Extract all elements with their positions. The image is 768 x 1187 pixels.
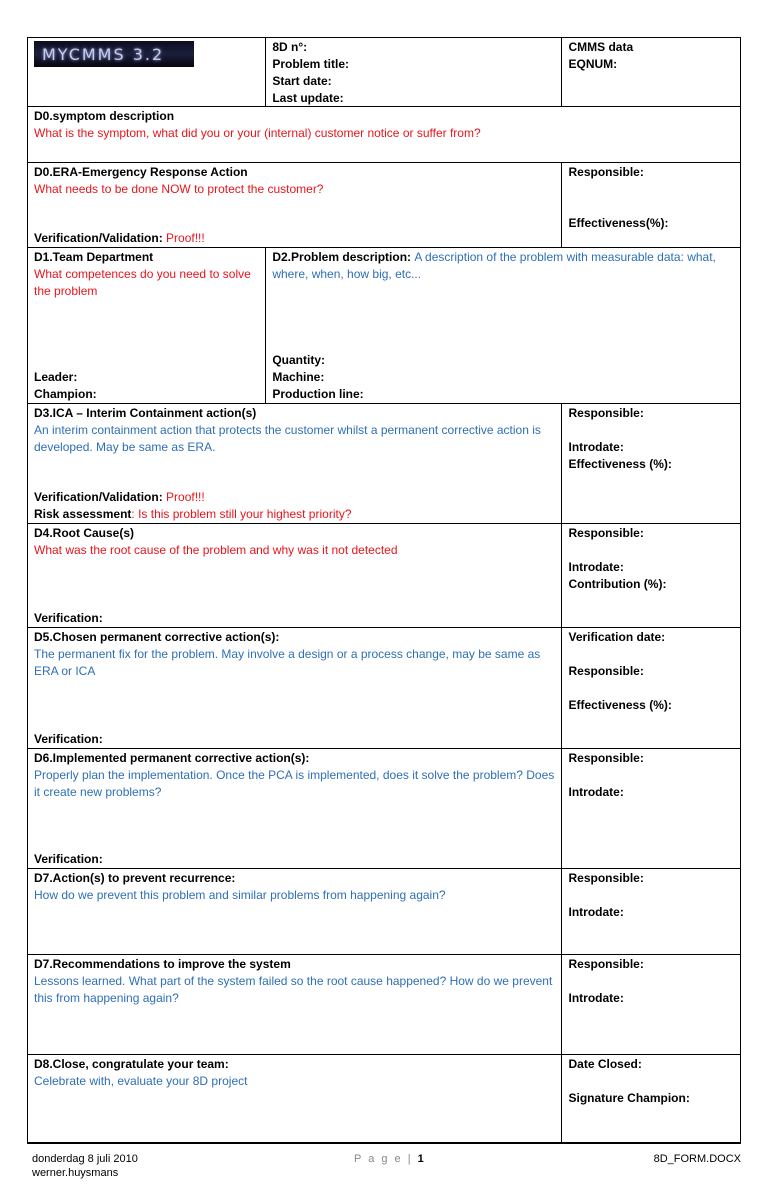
signature-champion-label: Signature Champion: [568,1091,690,1105]
d3-side [561,404,740,523]
d5-row [27,628,741,749]
era-row [27,163,741,248]
footer-left [32,1152,138,1180]
eqnum-label: EQNUM: [568,57,618,71]
era-effectiveness-label: Effectiveness(%): [568,216,669,230]
d3-row [27,404,741,524]
page-number: 1 [417,1153,424,1165]
d2-bottom [272,352,734,403]
quantity-label: Quantity: [272,353,326,367]
date-closed-label: Date Closed: [568,1057,642,1071]
start-date-label: Start date: [272,74,332,88]
d0-row [27,107,741,163]
era-side [561,163,740,247]
d6-introdate-label: Introdate: [568,785,624,799]
d5-main [28,628,561,748]
champion-label: Champion: [34,387,97,401]
d5-responsible-label: Responsible: [568,664,644,678]
risk-assessment-prompt: : Is this problem still your highest priority? [131,507,352,521]
d3-proof: Proof!!! [166,490,205,504]
page-label: P a g e | [354,1153,418,1165]
era-verification-label: Verification/Validation: [34,231,167,245]
d1-cell [28,248,265,403]
era-title: D0.ERA-Emergency Response Action [34,165,248,179]
d6-side [561,749,740,868]
d5-verification-date-label: Verification date: [568,630,666,644]
d3-verification-label: Verification/Validation: [34,490,167,504]
d4-side [561,524,740,627]
d4-responsible-label: Responsible: [568,526,644,540]
d6-responsible-label: Responsible: [568,751,644,765]
d1-prompt: What competences do you need to solve the problem [34,267,251,298]
d3-title: D3.ICA – Interim Containment action(s) [34,406,257,420]
d1-d2-row [27,248,741,404]
d7b-side [561,955,740,1054]
era-prompt: What needs to be done NOW to protect the customer? [34,182,324,196]
d7b-introdate-label: Introdate: [568,991,624,1005]
d2-prompt: A description of the problem with measurable data: what, where, when, how big, etc... [272,250,716,281]
d0-title: D0.symptom description [34,109,175,123]
d8-side [561,1055,740,1142]
d7a-responsible-label: Responsible: [568,871,644,885]
d8-row [27,1055,741,1143]
d7a-title: D7.Action(s) to prevent recurrence: [34,871,236,885]
era-responsible-label: Responsible: [568,165,644,179]
d7b-main [28,955,561,1054]
last-update-label: Last update: [272,91,344,105]
footer-filename: 8D_FORM.DOCX [653,1153,741,1165]
footer-date: donderdag 8 juli 2010 [32,1153,138,1165]
d2-title: D2.Problem description: [272,250,415,264]
production-line-label: Production line: [272,387,364,401]
d5-title: D5.Chosen permanent corrective action(s): [34,630,280,644]
mycmms-logo [34,41,194,67]
d3-effectiveness-label: Effectiveness (%): [568,457,672,471]
logo-text: MYCMMS 3.2 [42,44,165,64]
header-row [27,37,741,107]
d4-contribution-label: Contribution (%): [568,577,667,591]
d7a-row [27,869,741,955]
machine-label: Machine: [272,370,325,384]
footer-author: werner.huysmans [32,1167,119,1179]
d3-bottom [34,489,555,523]
footer-divider [27,1143,741,1144]
d4-title: D4.Root Cause(s) [34,526,135,540]
d1-bottom [34,369,259,403]
d6-verification-label: Verification: [34,852,103,866]
header-fields [265,38,561,106]
d3-prompt: An interim containment action that protects the customer whilst a permanent corrective action is developed. May be same as ERA. [34,423,541,454]
d6-title: D6.Implemented permanent corrective action(s): [34,751,310,765]
era-proof: Proof!!! [166,231,205,245]
d7b-row [27,955,741,1055]
d2-cell [265,248,740,403]
d4-introdate-label: Introdate: [568,560,624,574]
d3-main [28,404,561,523]
leader-label: Leader: [34,370,78,384]
d6-prompt: Properly plan the implementation. Once the PCA is implemented, does it solve the problem? Does it create new problems? [34,768,555,799]
d3-responsible-label: Responsible: [568,406,644,420]
d1-title: D1.Team Department [34,250,154,264]
d8-prompt: Celebrate with, evaluate your 8D project [34,1074,248,1088]
logo-cell [28,38,265,106]
era-main [28,163,561,247]
d8-main [28,1055,561,1142]
problem-title-label: Problem title: [272,57,350,71]
d6-main [28,749,561,868]
d7a-introdate-label: Introdate: [568,905,624,919]
era-verification [34,230,555,247]
d4-prompt: What was the root cause of the problem and why was it not detected [34,543,398,557]
d7a-prompt: How do we prevent this problem and similar problems from happening again? [34,888,446,902]
d7b-responsible-label: Responsible: [568,957,644,971]
d5-effectiveness-label: Effectiveness (%): [568,698,672,712]
d7b-prompt: Lessons learned. What part of the system failed so the root cause happened? How do we prevent this from happening again? [34,974,553,1005]
d7b-title: D7.Recommendations to improve the system [34,957,291,971]
cmms-data-label: CMMS data [568,40,634,54]
d0-prompt: What is the symptom, what did you or your (internal) customer notice or suffer from? [34,126,481,140]
d4-verification-label: Verification: [34,611,103,625]
d7a-main [28,869,561,954]
d3-introdate-label: Introdate: [568,440,624,454]
d4-main [28,524,561,627]
8d-form [27,37,741,1143]
8d-number-label: 8D n°: [272,40,308,54]
d0-cell [28,107,740,162]
risk-assessment-label: Risk assessment [34,507,132,521]
d6-row [27,749,741,869]
d4-row [27,524,741,628]
footer-page [354,1152,424,1166]
d7a-side [561,869,740,954]
d5-verification-label: Verification: [34,732,103,746]
d5-side [561,628,740,748]
d8-title: D8.Close, congratulate your team: [34,1057,229,1071]
d5-prompt: The permanent fix for the problem. May involve a design or a process change, may be same as ERA or ICA [34,647,541,678]
cmms-cell [561,38,740,106]
